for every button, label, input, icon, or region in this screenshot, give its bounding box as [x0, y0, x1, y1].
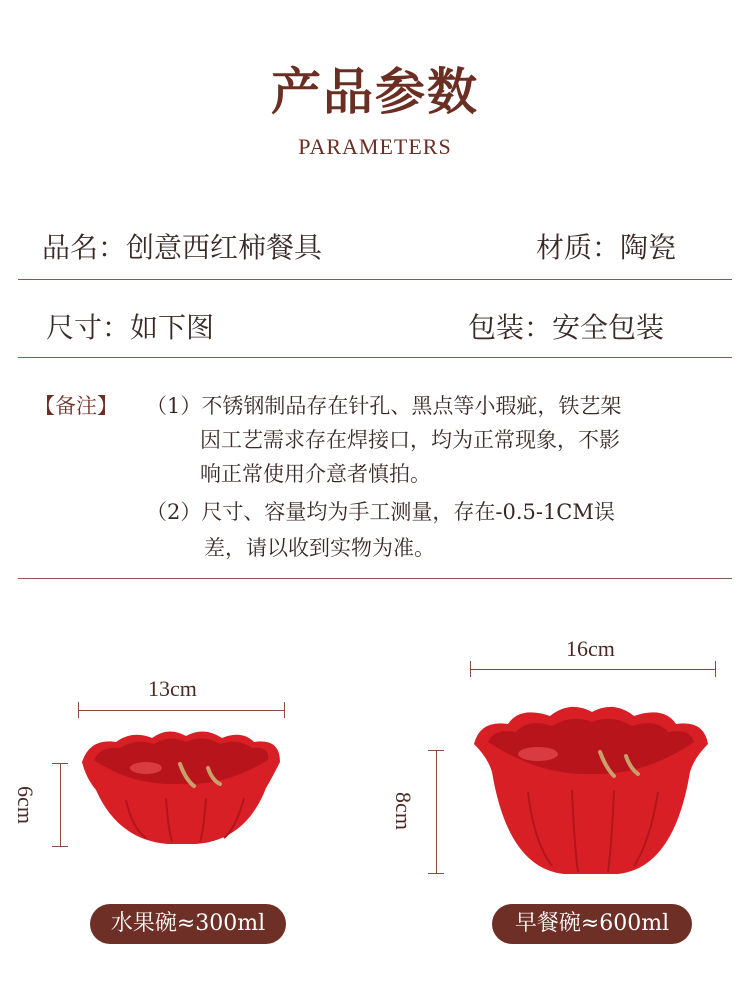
large-bowl-width-tick-right	[715, 661, 716, 677]
note-line-4: （2）尺寸、容量均为手工测量，存在-0.5-1CM误	[146, 500, 615, 524]
divider-3	[18, 578, 732, 579]
small-bowl-width-label: 13cm	[148, 676, 197, 701]
large-bowl-width-line	[470, 669, 716, 670]
large-bowl-height-tick-bottom	[428, 873, 444, 874]
small-bowl-height-tick-top	[52, 763, 68, 764]
small-tomato-bowl	[76, 728, 286, 848]
note-line-5: 差，请以收到实物为准。	[204, 536, 435, 560]
divider-1	[18, 279, 732, 280]
large-bowl-label: 早餐碗≈600ml	[492, 904, 692, 944]
large-bowl-width-tick-left	[470, 661, 471, 677]
param-name: 品名：创意西红柿餐具	[42, 231, 323, 264]
large-bowl-height-line	[436, 750, 437, 874]
small-bowl-height-label: 6cm	[12, 786, 38, 824]
large-tomato-bowl	[468, 702, 714, 878]
page-title: 产品参数	[271, 62, 479, 121]
small-bowl-height-tick-bottom	[52, 846, 68, 847]
large-bowl-width-label: 16cm	[566, 636, 615, 661]
note-line-2: 因工艺需求存在焊接口，均为正常现象，不影	[200, 428, 620, 452]
large-bowl-height-tick-top	[428, 750, 444, 751]
param-packaging: 包装：安全包装	[468, 311, 665, 344]
param-size: 尺寸：如下图	[46, 311, 215, 344]
small-bowl-label: 水果碗≈300ml	[90, 904, 286, 944]
large-bowl-height-label: 8cm	[390, 792, 416, 830]
small-bowl-width-tick-left	[78, 702, 79, 718]
small-bowl-height-line	[60, 763, 61, 847]
small-bowl-width-line	[78, 710, 285, 711]
divider-2	[18, 357, 732, 358]
param-material: 材质：陶瓷	[536, 231, 677, 264]
note-line-3: 响正常使用介意者慎拍。	[200, 462, 431, 486]
note-line-1: （1）不锈钢制品存在针孔、黑点等小瑕疵，铁艺架	[146, 394, 622, 418]
page-subtitle: PARAMETERS	[298, 134, 452, 159]
notes-label: 【备注】	[34, 394, 118, 418]
small-bowl-width-tick-right	[284, 702, 285, 718]
